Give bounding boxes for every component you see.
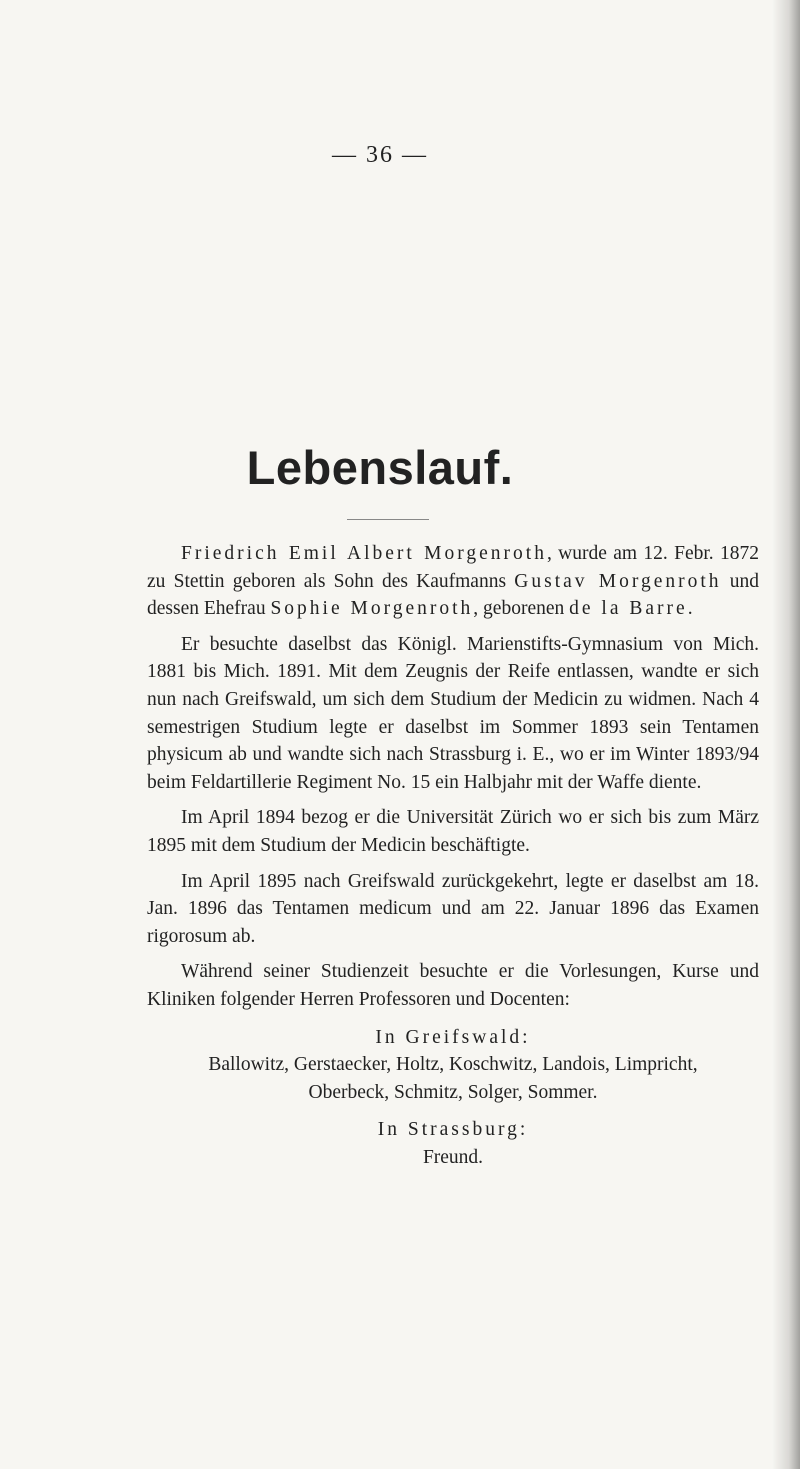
biography-text: [147, 540, 759, 1171]
text-segment: , wurde am 12. Febr. 1872 zu Stettin geboren als Sohn des Kaufmanns: [147, 543, 759, 592]
paragraph-birth: [147, 540, 759, 623]
paragraph-exams: Im April 1895 nach Greifswald zurückgekehrt, legte er daselbst am 18. Jan. 1896 das Tentamen medicum und am 22. Januar 1896 das Examen rigorosum ab.: [147, 870, 759, 947]
text-segment: .: [687, 598, 693, 620]
paragraph-schooling: Er besuchte daselbst das Königl. Marienstifts-Gymnasium von Mich. 1881 bis Mich. 1891. Mit dem Zeugnis der Reife entlassen, wandte er sich nun nach Greifswald, um sich dem Studium der Medicin zu widmen. Nach 4 semestrigen Studium legte er daselbst im Sommer 1893 sein Tentamen physicum ab und wandte sich nach Strassburg i. E., wo er im Winter 1893/94 beim Feldartillerie Regiment No. 15 ein Halbjahr mit der Waffe diente.: [147, 633, 759, 793]
paragraph-teachers-intro: Während seiner Studienzeit besuchte er die Vorlesungen, Kurse und Kliniken folgender Herren Professoren und Docenten:: [147, 961, 759, 1010]
person-name: Friedrich Emil Albert Morgenroth: [181, 543, 547, 564]
mother-name: Sophie Morgenroth: [270, 598, 474, 620]
greifswald-teachers-line: Ballowitz, Gerstaecker, Holtz, Koschwitz, Landois, Limpricht,: [208, 1054, 698, 1076]
paragraph-zurich: Im April 1894 bezog er die Universität Zürich wo er sich bis zum März 1895 mit dem Studium der Medicin beschäftigte.: [147, 807, 759, 856]
greifswald-heading: In Greifswald:: [375, 1026, 531, 1048]
father-name: Gustav Morgenroth: [514, 570, 722, 592]
page-title: Lebenslauf.: [246, 441, 514, 494]
title-divider: [347, 519, 429, 520]
text-segment: , geborenen: [473, 598, 570, 620]
maiden-name: de la Barre: [569, 598, 688, 620]
text-segment: und dessen Ehefrau: [147, 570, 760, 620]
strassburg-heading: In Strassburg:: [377, 1119, 529, 1141]
teachers-list: [147, 1024, 759, 1172]
greifswald-teachers-line: Oberbeck, Schmitz, Solger, Sommer.: [308, 1081, 598, 1103]
strassburg-teachers-line: Freund.: [422, 1146, 484, 1168]
page-number: — 36 —: [332, 142, 428, 168]
page-edge-shadow: [772, 0, 800, 1469]
